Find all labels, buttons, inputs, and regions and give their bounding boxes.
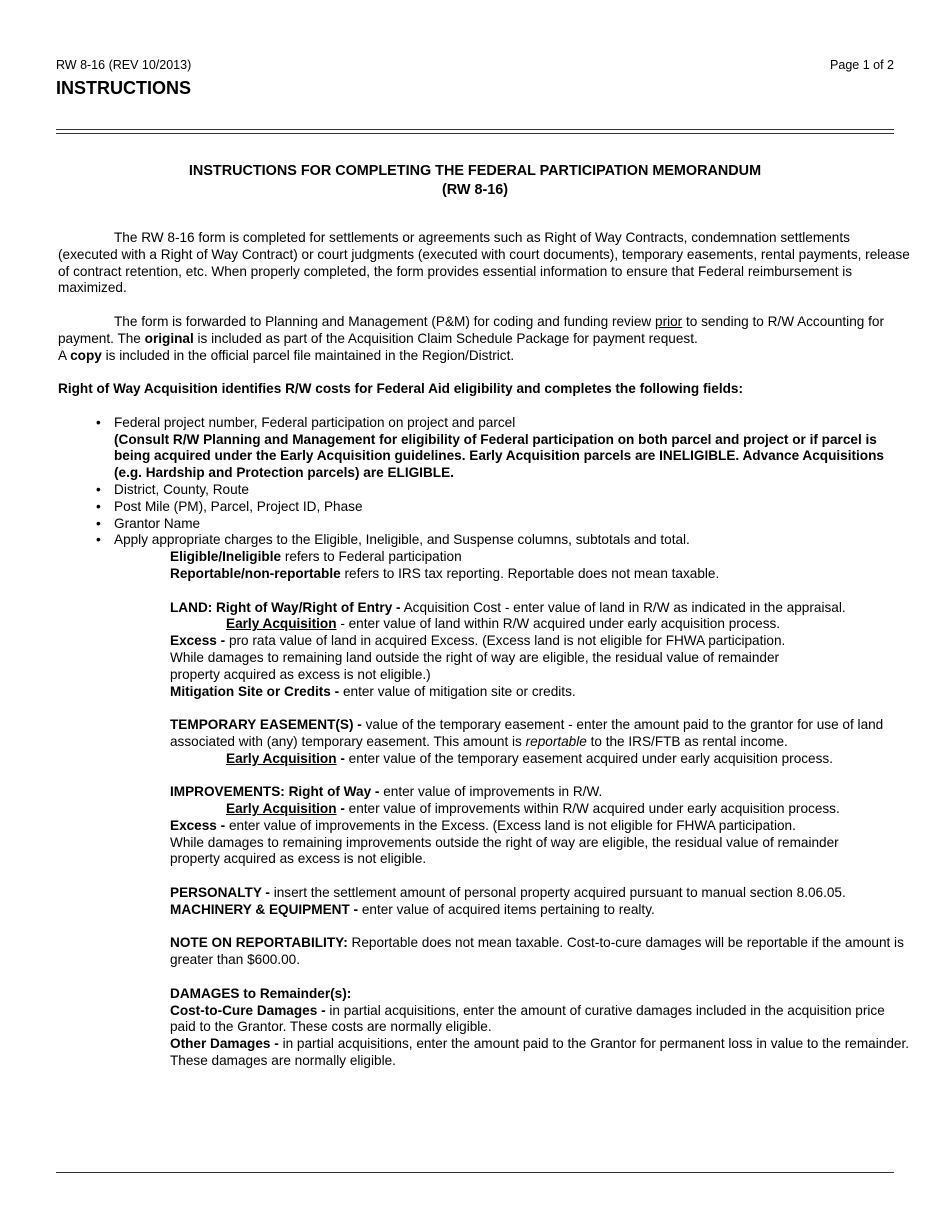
list-item: • District, County, Route: [96, 481, 249, 497]
personalty-section: PERSONALTY - insert the settlement amount of personal property acquired pursuant to manual section 8.06.05. MACHINERY & EQUIPMENT - enter value of acquired items pertaining to realty.: [170, 885, 846, 917]
section-heading: Right of Way Acquisition identifies R/W costs for Federal Aid eligibility and completes the following fields:: [58, 381, 744, 397]
page-number: Page 1 of 2: [830, 58, 894, 72]
bullet-icon: •: [96, 532, 101, 548]
list-item: • Grantor Name: [96, 515, 201, 531]
footer-divider: [56, 1172, 894, 1173]
document-body: [58, 230, 910, 1070]
prior-emphasis: prior: [655, 313, 683, 329]
intro-paragraph-2: The form is forwarded to Planning and Management (P&M) for coding and funding review prior to sending to R/W Accounting for payment. The original is included as part of the Acquisition Claim Schedule Package for payment request. A copy is included in the official parcel file maintained in the Region/District.: [58, 313, 884, 363]
bullet-icon: •: [96, 515, 101, 531]
header-divider: [56, 129, 894, 134]
document-title: [56, 162, 894, 200]
bullet-icon: •: [96, 498, 101, 514]
list-item: • Post Mile (PM), Parcel, Project ID, Phase: [96, 498, 363, 514]
reportability-note: NOTE ON REPORTABILITY: Reportable does not mean taxable. Cost-to-cure damages will be reportable if the amount is greater than $600.00.: [170, 935, 904, 968]
land-section: LAND: Right of Way/Right of Entry - Acquisition Cost - enter value of land in R/W as indicated in the appraisal. Early Acquisition - enter value of land within R/W acquired under early acquisition process. Excess - pro rata value of land in acquired Excess. (Excess land is not eligible for FHWA participation. While damages to remaining land outside the right of way are eligible, the residual value of remainder property acquired as excess is not eligible.) Mitigation Site or Credits - enter value of mitigation site or credits.: [170, 599, 846, 699]
fields-list: [58, 415, 910, 549]
temporary-easement-section: TEMPORARY EASEMENT(S) - value of the temporary easement - enter the amount paid to the grantor for use of land associated with (any) temporary easement. This amount is reportable to the IRS/FTB as rental income. Early Acquisition - enter value of the temporary easement acquired under early acquisition process.: [170, 717, 884, 766]
improvements-section: IMPROVEMENTS: Right of Way - enter value of improvements in R/W. Early Acquisition - enter value of improvements within R/W acquired under early acquisition process. Excess - enter value of improvements in the Excess. (Excess land is not eligible for FHWA participation. While damages to remaining improvements outside the right of way are eligible, the residual value of remainder property acquired as excess is not eligible.: [170, 784, 840, 867]
title-line-1: INSTRUCTIONS FOR COMPLETING THE FEDERAL PARTICIPATION MEMORANDUM: [188, 163, 762, 179]
bullet-icon: •: [96, 481, 101, 497]
definitions: Eligible/Ineligible refers to Federal participation Reportable/non-reportable refers to IRS tax reporting. Reportable does not mean taxable. LAND: Right of Way/Right of Entry - Acquisition Cost - enter value of land in R/W as indicated in the appraisal. Early Acquisition - enter value of land within R/W acquired under early acquisition process. Excess - pro rata value of land in acquired Excess. (Excess land is not eligible for FHWA participation. While damages to remaining land outside the right of way are eligible, the residual value of remainder property acquired as excess is not eligible.) Mitigation Site or Credits - enter value of mitigation site or credits. TEMPORARY EASEMENT(S) - value of the temporary easement - enter the amount paid to the grantor for use of land associated with (any) temporary easement. This amount is reportable to the IRS/FTB as rental income. Early Acquisition - enter value of the temporary easement acquired under early acquisition process. IMPROVEMENTS: Right of Way - enter value of improvements in R/W. Early Acquisition - enter value of improvements within R/W acquired under early acquisition process. Excess - enter value of improvements in the Excess. (Excess land is not eligible for FHWA participation. While damages to remaining improvements outside the right of way are eligible, the residual value of remainder property acquired as excess is not eligible. PERSONALTY - insert the settlement amount of personal property acquired pursuant to manual section 8.06.05. MACHINERY & EQUIPMENT - enter value of acquired items pertaining to realty. NOTE ON REPORTABILITY: Reportable does not mean taxable. Cost-to-cure damages will be reportable if the amount is greater than $600.00. DAMAGES to Remainder(s): Cost-to-Cure Damages - in partial acquisitions, enter the amount of curative damages included in the acquisition price paid to the Grantor. These costs are normally eligible. Other Damages - in partial acquisitions, enter the amount paid to the Grantor for permanent loss in value to the remainder. These damages are normally eligible.: [170, 549, 909, 1069]
bullet-icon: •: [96, 414, 101, 430]
page-heading: INSTRUCTIONS: [56, 78, 191, 98]
eligibility-note: (Consult R/W Planning and Management for eligibility of Federal participation on both parcel and project or if parcel is being acquired under the Early Acquisition guidelines. Early Acquisition parcels are INELIGIBLE. Advance Acquisitions (e.g. Hardship and Protection parcels) are ELIGIBLE.: [114, 431, 884, 481]
list-item: • Apply appropriate charges to the Eligible, Ineligible, and Suspense columns, subtotals and total.: [96, 532, 690, 548]
form-number: RW 8-16 (REV 10/2013): [56, 58, 192, 72]
list-item: • Federal project number, Federal participation on project and parcel (Consult R/W Planning and Management for eligibility of Federal participation on both parcel and project or if parcel is being acquired under the Early Acquisition guidelines. Early Acquisition parcels are INELIGIBLE. Advance Acquisitions (e.g. Hardship and Protection parcels) are ELIGIBLE.: [96, 414, 884, 481]
intro-paragraph-1: The RW 8-16 form is completed for settlements or agreements such as Right of Way Contracts, condemnation settlements (executed with a Right of Way Contract) or court judgments (executed with court documents), temporary easements, rental payments, release of contract retention, etc. When properly completed, the form provides essential information to ensure that Federal reimbursement is maximized.: [58, 230, 910, 296]
title-line-2: (RW 8-16): [441, 182, 509, 198]
damages-section: DAMAGES to Remainder(s): Cost-to-Cure Damages - in partial acquisitions, enter the amount of curative damages included in the acquisition price paid to the Grantor. These costs are normally eligible. Other Damages - in partial acquisitions, enter the amount paid to the Grantor for permanent loss in value to the remainder. These damages are normally eligible.: [170, 985, 909, 1069]
